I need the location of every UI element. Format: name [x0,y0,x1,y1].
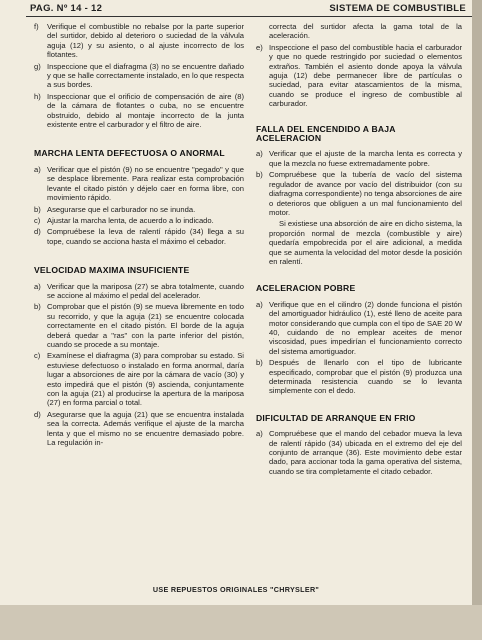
item-label: f) [34,22,39,31]
item-text: Compruébese la leva de ralentí rápido (34) llega a su tope, cuando se acciona hasta el máximo el cebador. [47,227,244,246]
item-text: Compruébese que la tubería de vacío del sistema regulador de avance por vacío del distribuidor (con su diafragma correspondiente) no tenga absorciones de aire o deterioros que obliguen a un mal funcionamiento del motor. [269,170,462,217]
item-text: Inspeccione el paso del combustible hacia el carburador y que no quede restringido por suciedad o elementos extraños. También el asiento donde apoya la válvula aguja (12) debe permanecer libre de partículas o suciedad, para evitar atascamientos de la misma, cuando se produce el ingreso de combustible al carburador. [269,42,462,109]
item-label: a) [34,164,41,174]
item-label: c) [34,351,41,361]
item-label: b) [34,302,41,312]
list-item [34,282,244,301]
list-item [34,165,244,203]
list-item [256,149,462,168]
list-item [34,302,244,349]
page-edge [472,0,482,640]
item-label: e) [256,42,263,52]
page-header [0,2,472,16]
list-item [256,170,462,217]
list-item [34,205,244,214]
item-label: b) [34,204,41,214]
item-text: Examínese el diafragma (3) para comprobar su estado. Si estuviese defectuoso o instalado en forma anormal, daría lugar a absorciones de aire por la cámara de vacío (30) y esto impedirá que el pistón (9) ascienda, conjuntamente con la aguja (21) al producirse la apertura de la mariposa (27) en forma parcial o total. [47,351,244,408]
item-label: a) [256,299,263,309]
item-text: Verifique el combustible no rebalse por la parte superior del surtidor, debido al deterioro o suciedad de la válvula aguja (12) y su asiento, o al ajuste incorrecto de los flotantes. [47,22,244,60]
item-label: a) [256,429,263,439]
page-footer: USE REPUESTOS ORIGINALES "CHRYSLER" [152,585,320,594]
list-item [34,227,244,246]
item-text: Inspeccionar que el orificio de compensación de aire (8) de la cámara de flotantes o cuba, no se encuentre obstruido, debido al montaje incorrecto de la junta existente entre el carburador y el filtro de aire. [47,91,244,130]
item-text: Verificar que el ajuste de la marcha lenta es correcta y que la mezcla no fuese extremadamente pobre. [269,149,462,168]
item-text: Verifique que en el cilindro (2) donde funciona el pistón del amortiguador hidráulico (1), esté lleno de aceite para motor considerando que cumpla con el tipo de SAE 20 W 40, cuidando de no emplear aceites de menor viscosidad, pues impedirían el funcionamiento correcto del sistema amortiguador. [269,299,462,356]
item-label: g) [34,61,41,71]
section-heading: ACELERACION POBRE [256,283,356,294]
item-label: h) [34,91,41,101]
item-text: Después de llenarlo con el tipo de lubricante especificado, comprobar que el pistón (9) produzca una determinada resistencia cuando se lo levanta simplemente con el dedo. [269,358,462,396]
right-column [256,22,462,478]
header-rule [26,16,472,17]
continuation-text: correcta del surtidor afecta la gama total de la aceleración. [269,22,462,41]
list-item [256,429,462,476]
item-text: Inspeccione que el diafragma (3) no se encuentre dañado y que se halle correctamente instalado, en lo que respecta a sus bordes. [47,61,244,90]
item-text: Asegurarse que la aguja (21) que se encuentra instalada sea la correcta. Además verifique el ajuste de la marcha lenta y que el mismo no se encuentre demasiado pobre. La regulación in- [47,409,244,448]
item-label: d) [34,227,41,237]
left-column [34,22,244,449]
section-heading: DIFICULTAD DE ARRANQUE EN FRIO [256,412,416,423]
list-item [256,300,462,356]
list-item [34,92,244,130]
item-text: Comprobar que el pistón (9) se mueva libremente en todo su recorrido, y que la aguja (21) se encuentre colocada correctamente en el citado pistón. El borde de la aguja deberá quedar a "ras" con la parte inferior del pistón, cuando se procede a su montaje. [47,302,244,349]
list-item [256,43,462,109]
item-text: Verificar que la mariposa (27) se abra totalmente, cuando se accione al máximo el pedal del acelerador. [47,281,244,300]
item-text: Compruébese que el mando del cebador mueva la leva de ralentí rápido (34) ubicada en el extremo del eje del conjunto de arranque (36). Este movimiento debe estar dado, para accionar toda la gama operativa del sistema, cuando se tira completamente el citado cebador. [269,429,462,476]
list-item [34,22,244,60]
item-text: Asegurarse que el carburador no se inunda. [47,204,196,214]
page-bottom-margin [0,605,482,640]
item-label: a) [256,149,263,159]
list-item [34,351,244,407]
list-item [34,410,244,448]
item-label: a) [34,281,41,291]
item-label: b) [256,358,263,368]
section-title: SISTEMA DE COMBUSTIBLE [329,3,466,14]
list-item [34,216,244,225]
paragraph: Si existiese una absorción de aire en dicho sistema, la proporción normal de mezcla (combustible y aire) quedaría empobrecida por el aire adicional, a medida que se aumenta la velocidad del motor desde la posición en ralentí. [269,219,462,266]
item-label: d) [34,409,41,419]
section-heading: FALLA DEL ENCENDIDO A BAJA ACELERACION [256,123,396,144]
section-heading: MARCHA LENTA DEFECTUOSA O ANORMAL [34,148,225,159]
item-label: b) [256,170,263,180]
page-number: PAG. Nº 14 - 12 [30,3,103,14]
section-heading: VELOCIDAD MAXIMA INSUFICIENTE [34,265,190,276]
item-text: Verificar que el pistón (9) no se encuentre "pegado" y que se desplace libremente. Para realizar esta comprobación levante el citado pistón y déjelo caer en forma libre, con movimiento rápido. [47,164,244,203]
item-text: Ajustar la marcha lenta, de acuerdo a lo indicado. [47,215,214,225]
list-item [256,358,462,396]
item-label: c) [34,215,41,225]
list-item [34,62,244,90]
